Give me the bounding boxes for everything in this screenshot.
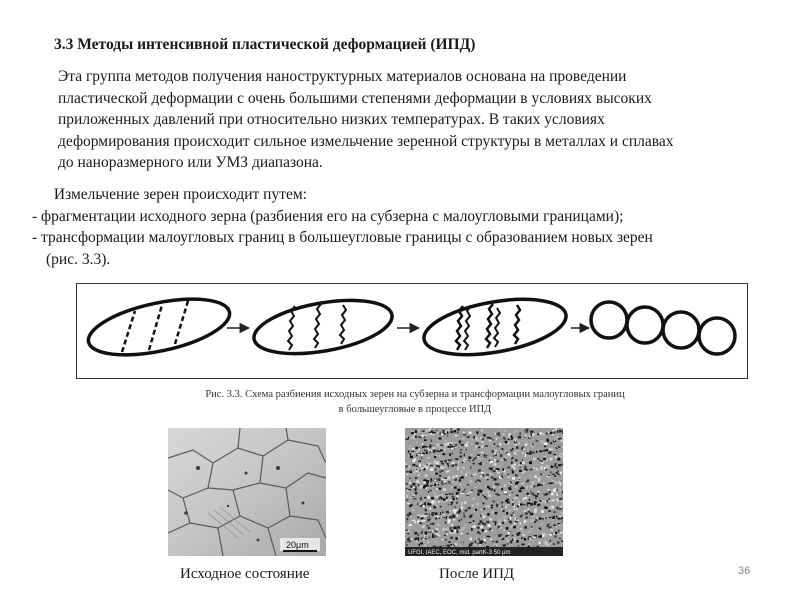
grain-stage-fragmentation [250, 291, 396, 363]
figure-caption [120, 387, 710, 417]
list-intro: Измельчение зерен происходит путем: [50, 186, 307, 203]
list-item: (рис. 3.3). [46, 250, 111, 268]
label-initial-state: Исходное состояние [180, 566, 310, 582]
micrograph-after-spd [405, 428, 563, 556]
caption-line: в большеугловые в процессе ИПД [338, 404, 492, 415]
grain-refinement-list [32, 184, 792, 270]
micrograph-initial [168, 428, 326, 556]
list-item: - трансформации малоугловых границ в большеугловые границы с образованием новых зерен [32, 229, 653, 246]
grain-stage-transformation [420, 290, 570, 364]
label-after-spd: После ИПД [439, 566, 515, 582]
paragraph-line: деформирования происходит сильное измельчение зеренной структуры в металлах и сплавах [58, 132, 674, 150]
paragraph-line: Эта группа методов получения наноструктурных материалов основана на проведении [58, 68, 627, 85]
grain-schematic-figure [76, 283, 748, 379]
caption-line: Рис. 3.3. Схема разбиения исходных зерен на субзерна и трансформации малоугловых границ [205, 389, 625, 400]
paragraph-line: пластической деформации с очень большими степенями деформации в условиях высоких [58, 89, 652, 107]
grain-stage-initial [84, 289, 235, 366]
slide-title: 3.3 Методы интенсивной пластической деформацией (ИПД) [54, 36, 476, 53]
scale-bar-label: 20μm [286, 540, 309, 550]
intro-paragraph [58, 66, 758, 174]
paragraph-line: приложенных давлений при относительно низких температурах. В таких условиях [58, 111, 605, 128]
page-number: 36 [738, 565, 751, 577]
grain-schematic-svg [77, 284, 747, 378]
paragraph-line: до наноразмерного или УМЗ диапазона. [58, 154, 323, 171]
list-item: - фрагментации исходного зерна (разбиения его на субзерна с малоугловыми границами); [32, 207, 624, 225]
grain-stage-new-grains [591, 302, 735, 354]
micrograph-overlay-text: UFGI, IAEC, EOC, mid. partK-3 50 μm [408, 550, 511, 556]
